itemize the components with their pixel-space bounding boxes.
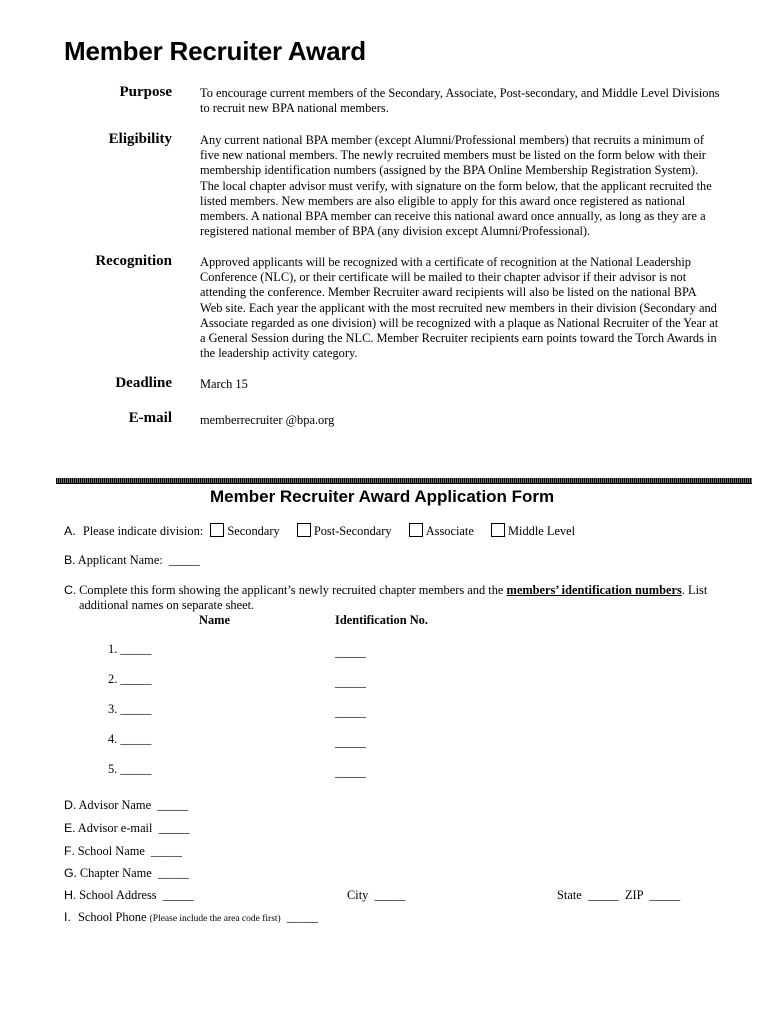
member-id-field[interactable]: _____ (335, 675, 366, 689)
city-label: City (347, 888, 369, 902)
advisor-email-row: E. Advisor e-mail _____ (64, 821, 190, 835)
checkbox-associate[interactable] (409, 523, 423, 537)
item-letter-i: I. (64, 910, 71, 924)
city-row (347, 888, 405, 903)
applicant-name-row (64, 553, 200, 568)
member-row: 1. _____ (108, 642, 152, 656)
school-address-row: H. School Address _____ (64, 888, 194, 902)
advisor-email-field[interactable]: _____ (158, 821, 190, 835)
member-row: 5. _____ (108, 762, 152, 776)
state-field[interactable]: _____ (587, 888, 619, 902)
school-phone-note: (Please include the area code first) (149, 914, 281, 924)
section-divider (56, 478, 752, 483)
email-label: E-mail (128, 410, 172, 426)
item-letter-a: A. (64, 524, 76, 538)
division-row (64, 523, 575, 539)
member-name-field[interactable]: _____ (120, 702, 152, 716)
item-letter-d: D (64, 798, 73, 812)
advisor-name-field[interactable]: _____ (157, 798, 189, 812)
item-letter-b: B (64, 553, 73, 567)
member-row: 2. _____ (108, 672, 152, 686)
member-name-field[interactable]: _____ (120, 672, 152, 686)
zip-field[interactable]: _____ (649, 888, 681, 902)
applicant-name-label: . Applicant Name: (72, 553, 163, 567)
school-name-row: F. School Name _____ (64, 844, 182, 858)
school-phone-field[interactable]: _____ (286, 910, 318, 924)
division-option-post-secondary[interactable]: Post-Secondary (297, 523, 392, 539)
chapter-name-row: G. Chapter Name _____ (64, 866, 189, 880)
column-header-id: Identification No. (335, 613, 428, 627)
column-header-name: Name (199, 613, 230, 627)
member-id-field[interactable]: _____ (335, 645, 366, 659)
division-option-secondary[interactable]: Secondary (210, 523, 279, 539)
members-instructions: C. Complete this form showing the applicant’s newly recruited chapter members and the members’ identification numbers. List (64, 583, 708, 597)
checkbox-post-secondary[interactable] (297, 523, 311, 537)
purpose-label: Purpose (119, 84, 172, 100)
chapter-name-field[interactable]: _____ (157, 866, 189, 880)
form-title: Member Recruiter Award Application Form (210, 487, 555, 506)
checkbox-secondary[interactable] (210, 523, 224, 537)
division-option-middle-level[interactable]: Middle Level (491, 523, 575, 539)
item-letter-c: C (64, 583, 73, 597)
deadline-text: March 15 (200, 377, 248, 391)
division-prompt: Please indicate division: (82, 524, 204, 538)
eligibility-text: Any current national BPA member (except Alumni/Professional members) that recruits a minimum of five new national members. The newly recruited members must be listed on the form below with their membership identification numbers (assigned by the BPA Online Membership Registration System). The local chapter advisor must verify, with signature on the form below, that the applicant recruited the listed members. New members are also eligible to apply for this award once registered as national members. A national BPA member can receive this national award once annually, as long as they are a registered national member of BPA (any division except Alumni/Professional). (200, 133, 712, 239)
eligibility-label: Eligibility (108, 131, 172, 147)
member-id-field[interactable]: _____ (335, 765, 366, 779)
member-name-field[interactable]: _____ (120, 642, 152, 656)
applicant-name-field[interactable]: _____ (168, 553, 200, 567)
page-title: Member Recruiter Award (64, 36, 366, 66)
member-id-field[interactable]: _____ (335, 735, 366, 749)
purpose-text: To encourage current members of the Secondary, Associate, Post-secondary, and Middle Level Divisions to recruit new BPA national members. (200, 86, 720, 116)
zip-label: ZIP (624, 888, 644, 902)
school-phone-row (64, 910, 318, 927)
members-instructions-line2: additional names on separate sheet. (79, 598, 255, 612)
division-option-associate[interactable]: Associate (409, 523, 474, 539)
state-label: State (557, 888, 582, 902)
member-row: 4. _____ (108, 732, 152, 746)
member-row: 3. _____ (108, 702, 152, 716)
recognition-text: Approved applicants will be recognized with a certificate of recognition at the National Leadership Conference (NLC), or their certificate will be mailed to their chapter advisor if their advisor is not attending the conference. Member Recruiter award recipients will also be listed on the national BPA Web site. Each year the applicant with the most recruited new members in their division (Secondary and Associate regarded as one division) will be recognized with a plaque as National Recruiter of the Year at a General Session during the NLC. Member Recruiter recipients earn points toward the Torch Awards in the leadership activity category. (200, 255, 719, 361)
item-letter-h: H (64, 888, 73, 902)
deadline-label: Deadline (115, 375, 172, 391)
school-address-field[interactable]: _____ (162, 888, 194, 902)
item-letter-e: E (64, 821, 73, 835)
state-zip-row (557, 888, 680, 903)
member-id-field[interactable]: _____ (335, 705, 366, 719)
member-name-field[interactable]: _____ (120, 732, 152, 746)
item-letter-f: F (64, 844, 72, 858)
members-id-link[interactable]: members’ identification numbers (506, 583, 682, 597)
school-phone-label: School Phone (78, 910, 147, 924)
school-name-field[interactable]: _____ (151, 844, 182, 858)
email-text[interactable]: memberrecruiter @bpa.org (200, 413, 335, 427)
city-field[interactable]: _____ (374, 888, 406, 902)
item-letter-g: G (64, 866, 74, 880)
advisor-name-row: D. Advisor Name _____ (64, 798, 189, 812)
recognition-label: Recognition (95, 253, 172, 269)
member-name-field[interactable]: _____ (120, 762, 152, 776)
checkbox-middle-level[interactable] (491, 523, 505, 537)
